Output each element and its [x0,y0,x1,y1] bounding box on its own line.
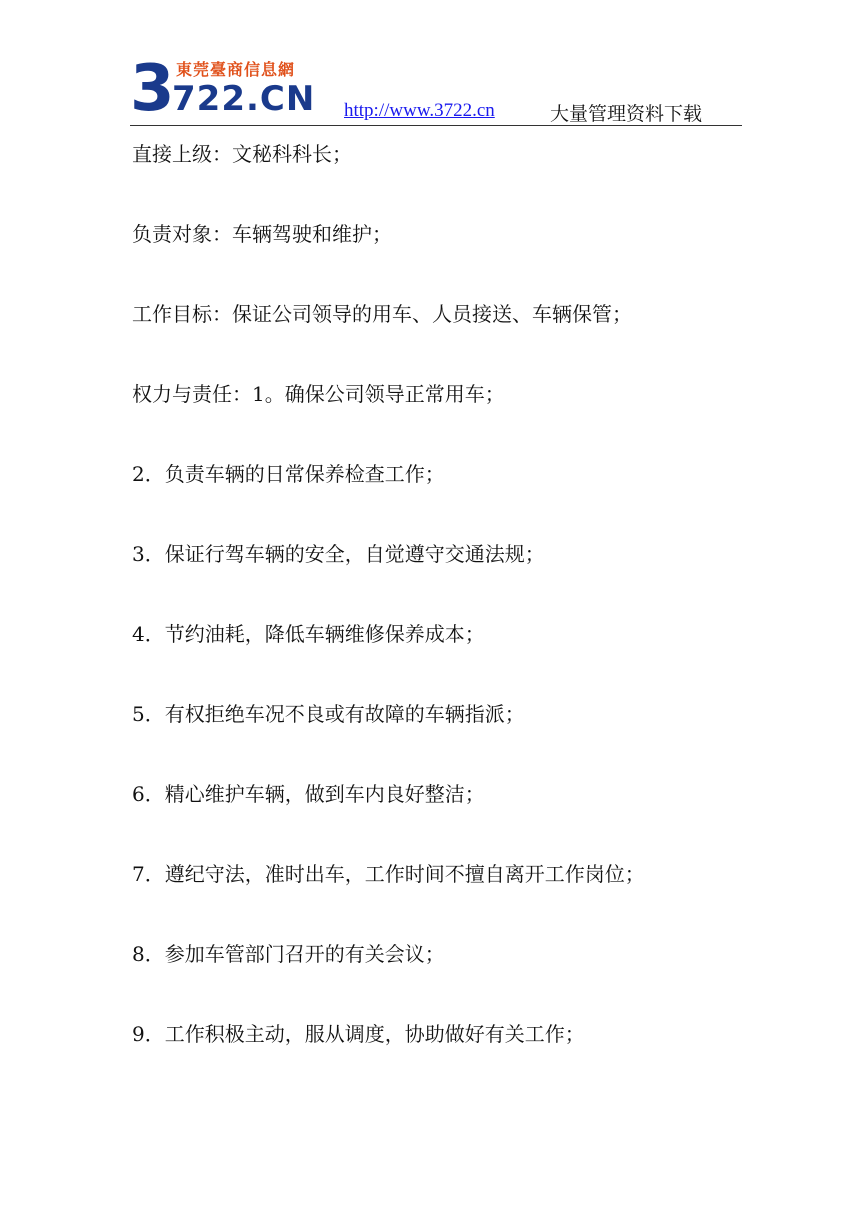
doc-line-duty-9: 9．工作积极主动，服从调度，协助做好有关工作； [132,1022,585,1046]
page-header [130,52,742,127]
doc-line-duty-7: 7．遵纪守法，准时出车，工作时间不擅自离开工作岗位； [132,862,645,886]
doc-line-work-goal: 工作目标：保证公司领导的用车、人员接送、车辆保管； [132,302,632,326]
doc-line-duty-8: 8．参加车管部门召开的有关会议； [132,942,445,966]
doc-line-duty-3: 3．保证行驾车辆的安全，自觉遵守交通法规； [132,542,545,566]
header-divider [130,125,742,126]
site-logo[interactable] [130,52,316,126]
doc-line-duty-5: 5．有权拒绝车况不良或有故障的车辆指派； [132,702,525,726]
logo-chinese-name: 東莞臺商信息網 [176,60,296,79]
doc-line-duty-2: 2．负责车辆的日常保养检查工作； [132,462,445,486]
doc-line-duty-6: 6．精心维护车辆，做到车内良好整洁； [132,782,485,806]
doc-line-duty-1: 权力与责任：1。确保公司领导正常用车； [132,382,505,406]
logo-number: 3 [130,52,175,126]
header-slogan: 大量管理资料下载 [550,103,703,125]
site-url-link[interactable]: http://www.3722.cn [344,100,495,121]
doc-line-supervisor: 直接上级：文秘科科长； [132,142,352,166]
document-body [132,138,752,1098]
logo-text: 722.CN [172,79,316,119]
doc-line-duty-4: 4．节约油耗，降低车辆维修保养成本； [132,622,485,646]
doc-line-responsibility-object: 负责对象：车辆驾驶和维护； [132,222,392,246]
